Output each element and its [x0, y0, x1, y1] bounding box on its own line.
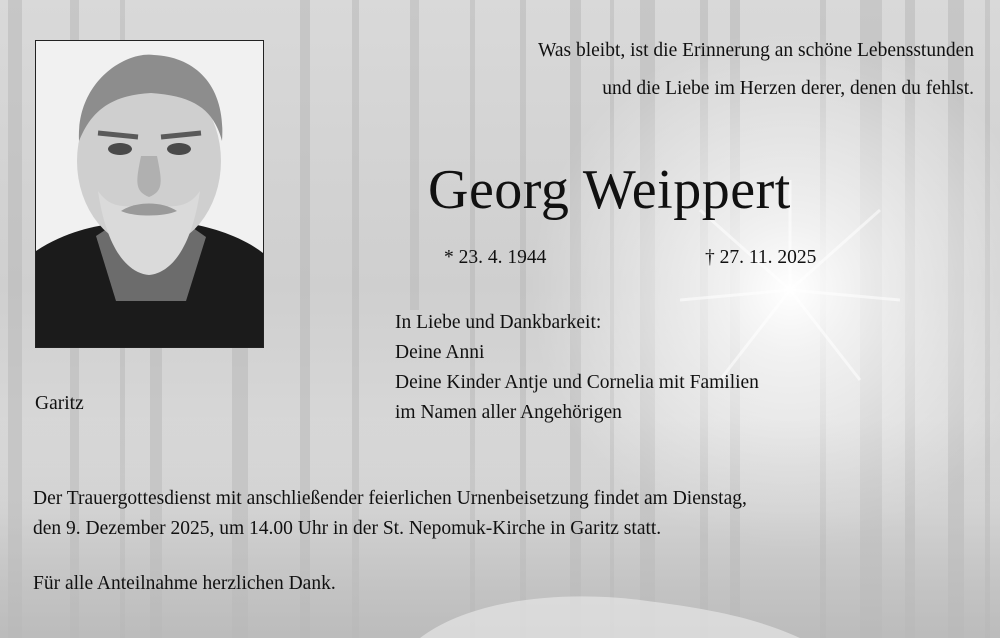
- mourner-line: In Liebe und Dankbarkeit:: [395, 312, 602, 333]
- service-line: den 9. Dezember 2025, um 14.00 Uhr in der St. Nepomuk-Kirche in Garitz statt.: [33, 518, 662, 539]
- mourner-line: Deine Anni: [395, 342, 485, 363]
- place-of-residence: Garitz: [35, 393, 84, 414]
- quote-line: und die Liebe im Herzen derer, denen du fehlst.: [602, 78, 974, 99]
- mourner-line: im Namen aller Angehörigen: [395, 402, 622, 423]
- mourners-list: [395, 308, 759, 428]
- funeral-service-info: [33, 484, 983, 544]
- quote-line: Was bleibt, ist die Erinnerung an schöne Lebensstunden: [538, 40, 974, 61]
- memorial-quote: [538, 32, 974, 108]
- thanks-note: Für alle Anteilnahme herzlichen Dank.: [33, 573, 336, 594]
- birth-date: * 23. 4. 1944: [444, 247, 547, 268]
- portrait-image: [36, 41, 263, 347]
- portrait-photo: [35, 40, 264, 348]
- service-line: Der Trauergottesdienst mit anschließender feierlichen Urnenbeisetzung findet am Dienstag,: [33, 488, 747, 509]
- death-date: † 27. 11. 2025: [705, 247, 817, 268]
- deceased-name: Georg Weippert: [428, 159, 791, 221]
- mourner-line: Deine Kinder Antje und Cornelia mit Familien: [395, 372, 759, 393]
